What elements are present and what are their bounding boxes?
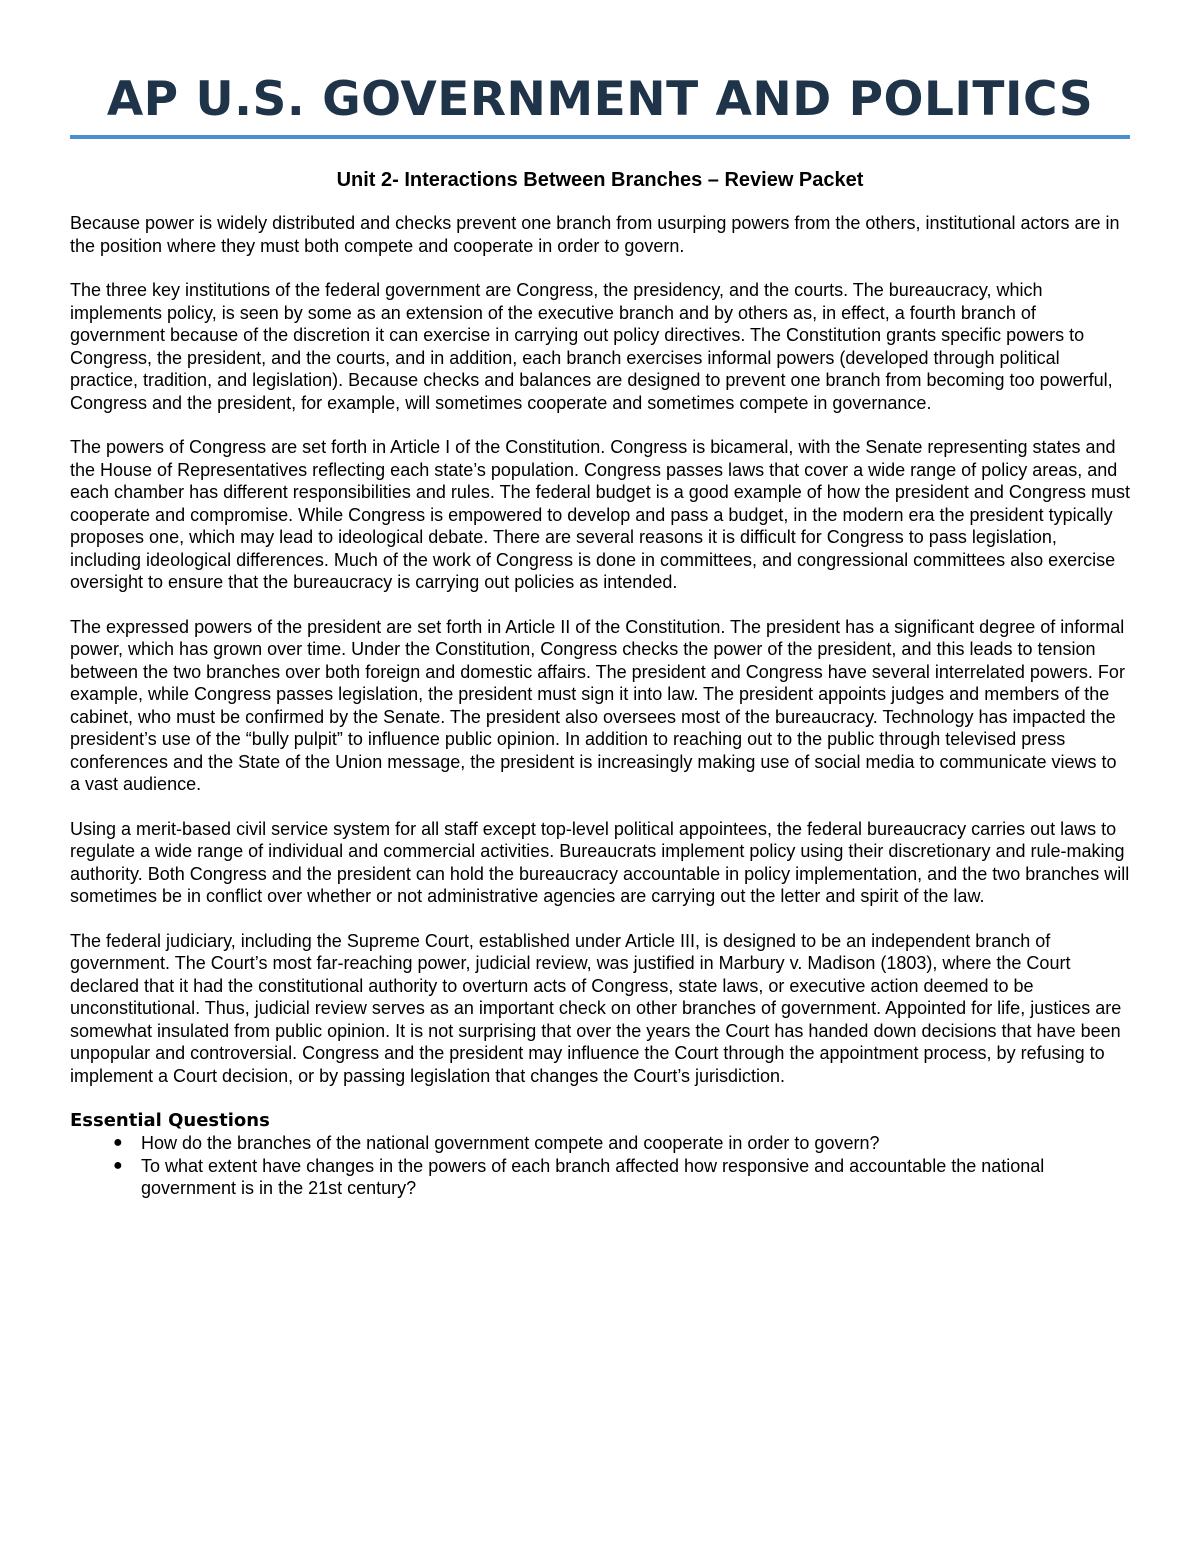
paragraph-judiciary: The federal judiciary, including the Supreme Court, established under Article III, is designed to be an independent branch of government. The Court’s most far-reaching power, judicial review, was justified in Marbury v. Madison (1803), where the Court declared that it had the constitutional authority to overturn acts of Congress, state laws, or executive action deemed to be unconstitutional. Thus, judicial review serves as an important check on other branches of government. Appointed for life, justices are somewhat insulated from public opinion. It is not surprising that over the years the Court has handed down decisions that have been unpopular and controversial. Congress and the president may influence the Court through the appointment process, by refusing to implement a Court decision, or by passing legislation that changes the Court’s jurisdiction. bbox=[70, 930, 1122, 1086]
paragraph-congress: The powers of Congress are set forth in Article I of the Constitution. Congress is bicameral, with the Senate representing states and the House of Representatives reflecting each state’s population. Congress passes laws that cover a wide range of policy areas, and each chamber has different responsibilities and rules. The federal budget is a good example of how the president and Congress must cooperate and compromise. While Congress is empowered to develop and pass a budget, in the modern era the president typically proposes one, which may lead to ideological debate. There are several reasons it is difficult for Congress to pass legislation, including ideological differences. Much of the work of Congress is done in committees, and congressional committees also exercise oversight to ensure that the bureaucracy is carrying out policies as intended. bbox=[70, 437, 1130, 592]
list-item bbox=[70, 1132, 1130, 1155]
paragraph-key-institutions: The three key institutions of the federal government are Congress, the presidency, and the courts. The bureaucracy, which implements policy, is seen by some as an extension of the executive branch and by others as, in effect, a fourth branch of government because of the discretion it can exercise in carrying out policy directives. The Constitution grants specific powers to Congress, the president, and the courts, and in addition, each branch exercises informal powers (developed through political practice, tradition, and legislation). Because checks and balances are designed to prevent one branch from becoming too powerful, Congress and the president, for example, will sometimes cooperate and sometimes compete in governance. bbox=[70, 280, 1113, 413]
question-text: To what extent have changes in the powers of each branch affected how responsive and accountable the national government is in the 21st century? bbox=[141, 1155, 1045, 1198]
list-item bbox=[70, 1155, 1130, 1200]
essential-questions-heading: Essential Questions bbox=[70, 1110, 270, 1131]
page-title: AP U.S. GOVERNMENT AND POLITICS bbox=[106, 72, 1094, 127]
document-subtitle: Unit 2- Interactions Between Branches – Review Packet bbox=[336, 169, 864, 191]
essential-questions-list bbox=[70, 1132, 1130, 1200]
question-text: How do the branches of the national government compete and cooperate in order to govern? bbox=[141, 1133, 880, 1153]
title-divider bbox=[70, 135, 1130, 139]
document-page bbox=[70, 70, 1130, 1200]
paragraph-intro: Because power is widely distributed and checks prevent one branch from usurping powers from the others, institutional actors are in the position where they must both compete and cooperate in order to govern. bbox=[70, 213, 1120, 256]
bullet-icon: ● bbox=[113, 1156, 123, 1174]
bullet-icon: ● bbox=[113, 1134, 123, 1151]
paragraph-president: The expressed powers of the president are set forth in Article II of the Constitution. The president has a significant degree of informal power, which has grown over time. Under the Constitution, Congress checks the power of the president, and this leads to tension between the two branches over both foreign and domestic affairs. The president and Congress have several interrelated powers. For example, while Congress passes legislation, the president must sign it into law. The president appoints judges and members of the cabinet, who must be confirmed by the Senate. The president also oversees most of the bureaucracy. Technology has impacted the president’s use of the “bully pulpit” to influence public opinion. In addition to reaching out to the public through televised press conferences and the State of the Union message, the president is increasingly making use of social media to communicate views to a vast audience. bbox=[70, 616, 1125, 794]
paragraph-bureaucracy: Using a merit-based civil service system for all staff except top-level political appointees, the federal bureaucracy carries out laws to regulate a wide range of individual and commercial activities. Bureaucrats implement policy using their discretionary and rule-making authority. Both Congress and the president can hold the bureaucracy accountable in policy implementation, and the two branches will sometimes be in conflict over whether or not administrative agencies are carrying out the letter and spirit of the law. bbox=[70, 818, 1130, 906]
